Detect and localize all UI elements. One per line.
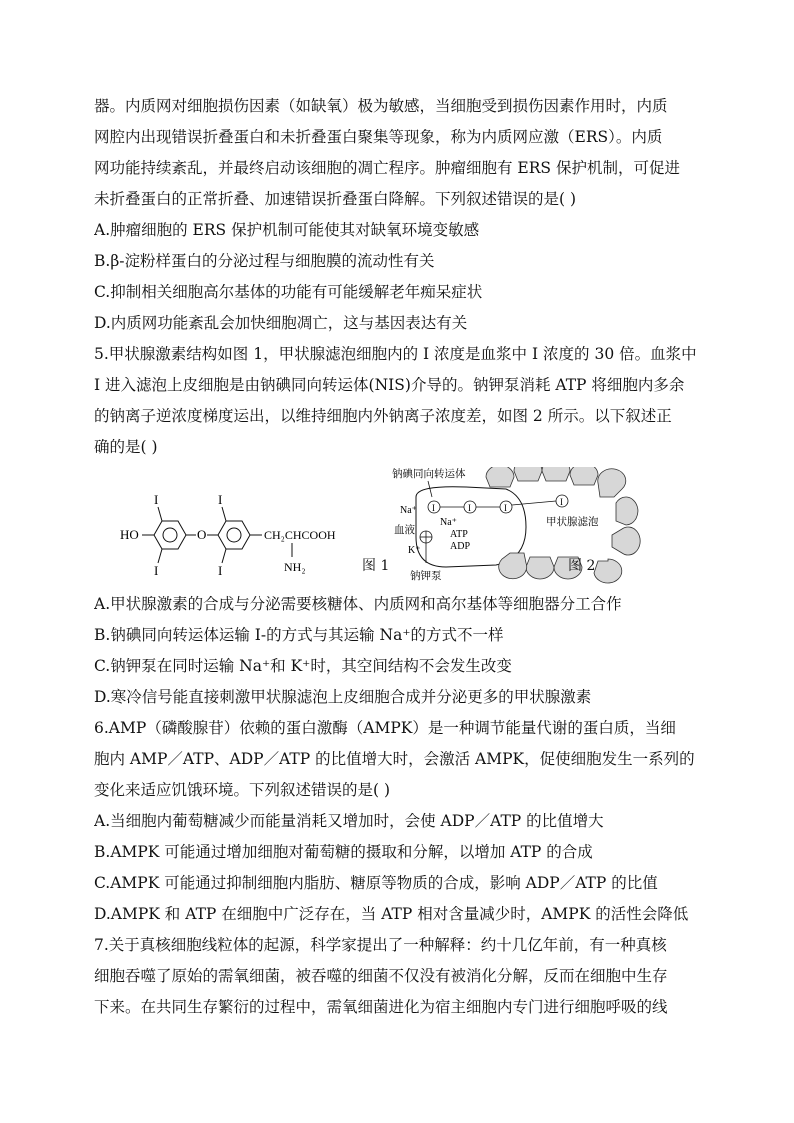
ho-label: HO [120, 527, 139, 542]
figure-2-caption: 图 2 [568, 558, 596, 574]
option-b: B.钠碘同向转运体运输 I-的方式与其运输 Na⁺的方式不一样 [94, 626, 504, 644]
figure-1-caption: 图 1 [362, 558, 390, 574]
iodide-symbol: I [504, 503, 507, 513]
text-line: 6.AMP（磷酸腺苷）依赖的蛋白激酶（AMPK）是一种调节能量代谢的蛋白质，当细 [94, 719, 676, 737]
iodide-symbol: I [468, 503, 471, 513]
nis-label: 钠碘同向转运体 [392, 468, 466, 480]
follicle-label: 甲状腺滤泡 [546, 516, 599, 528]
pump-label: 钠钾泵 [410, 570, 442, 582]
ether-oxygen-label: O [197, 527, 207, 542]
option-c: C.钠钾泵在同时运输 Na⁺和 K⁺时，其空间结构不会发生改变 [94, 657, 512, 675]
option-d: D.内质网功能紊乱会加快细胞凋亡，这与基因表达有关 [94, 314, 468, 332]
option-a: A.肿瘤细胞的 ERS 保护机制可能使其对缺氧环境变敏感 [94, 221, 480, 239]
text-line: 的钠离子逆浓度梯度运出，以维持细胞内外钠离子浓度差，如图 2 所示。以下叙述正 [94, 407, 672, 425]
text-line: 确的是( ) [94, 438, 158, 456]
q6-question [94, 713, 702, 806]
side-chain-label: CH₂CHCOOH [264, 528, 336, 542]
option-a: A.甲状腺激素的合成与分泌需要核糖体、内质网和高尔基体等细胞器分工合作 [94, 595, 622, 613]
q7-question [94, 930, 702, 1023]
iodide-symbol: I [432, 503, 435, 513]
text-line: 5.甲状腺激素结构如图 1，甲状腺滤泡细胞内的 I 浓度是血浆中 I 浓度的 30 倍。血浆中 [94, 345, 697, 363]
adp-label: ADP [450, 541, 471, 552]
text-line: 未折叠蛋白的正常折叠、加速错误折叠蛋白降解。下列叙述错误的是( ) [94, 190, 577, 208]
iodide-symbol: I [560, 497, 563, 507]
text-line: 胞内 AMP／ATP、ADP／ATP 的比值增大时，会激活 AMPK，促使细胞发生一系列的 [94, 750, 695, 768]
q6-options [94, 806, 702, 930]
text-line: 7.关于真核细胞线粒体的起源，科学家提出了一种解释：约十几亿年前，有一种真核 [94, 936, 667, 954]
amine-label: NH₂ [284, 560, 306, 574]
page-content [94, 91, 702, 1023]
option-a: A.当细胞内葡萄糖减少而能量消耗又增加时，会使 ADP／ATP 的比值增大 [94, 812, 604, 830]
plasma-label: 血液 [394, 524, 415, 536]
option-d: D.AMPK 和 ATP 在细胞中广泛存在，当 ATP 相对含量减少时，AMPK 的活性会降低 [94, 905, 689, 923]
iodine-label: I [218, 492, 223, 507]
figure-1-structure [114, 477, 379, 577]
potassium-label: K⁺ [408, 545, 421, 556]
option-b: B.β-淀粉样蛋白的分泌过程与细胞膜的流动性有关 [94, 252, 435, 270]
option-b: B.AMPK 可能通过增加细胞对葡萄糖的摄取和分解，以增加 ATP 的合成 [94, 843, 593, 861]
text-line: I 进入滤泡上皮细胞是由钠碘同向转运体(NIS)介导的。钠钾泵消耗 ATP 将细胞内多余 [94, 376, 685, 394]
q5-options [94, 589, 702, 713]
atp-label: ATP [450, 529, 468, 540]
text-line: 细胞吞噬了原始的需氧细菌，被吞噬的细菌不仅没有被消化分解，反而在细胞中生存 [94, 967, 668, 985]
q5-question [94, 339, 702, 463]
text-line: 变化来适应饥饿环境。下列叙述错误的是( ) [94, 781, 391, 799]
text-line: 网腔内出现错误折叠蛋白和未折叠蛋白聚集等现象，称为内质网应激（ERS）。内质 [94, 128, 663, 146]
figure-row [94, 467, 702, 587]
iodine-label: I [154, 492, 159, 507]
iodine-label: I [154, 563, 159, 577]
iodine-label: I [218, 563, 223, 577]
sodium-label: Na⁺ [400, 505, 417, 516]
option-d: D.寒冷信号能直接刺激甲状腺滤泡上皮细胞合成并分泌更多的甲状腺激素 [94, 688, 592, 706]
sodium-label: Na⁺ [440, 517, 457, 528]
option-c: C.AMPK 可能通过抑制细胞内脂肪、糖原等物质的合成，影响 ADP／ATP 的比值 [94, 874, 658, 892]
figure-2-schematic [386, 467, 706, 585]
option-c: C.抑制相关细胞高尔基体的功能有可能缓解老年痴呆症状 [94, 283, 483, 301]
text-line: 网功能持续紊乱，并最终启动该细胞的凋亡程序。肿瘤细胞有 ERS 保护机制，可促进 [94, 159, 680, 177]
q4-options [94, 215, 702, 339]
q4-paragraph [94, 91, 702, 215]
text-line: 下来。在共同生存繁衍的过程中，需氧细菌进化为宿主细胞内专门进行细胞呼吸的线 [94, 998, 668, 1016]
text-line: 器。内质网对细胞损伤因素（如缺氧）极为敏感，当细胞受到损伤因素作用时，内质 [94, 97, 668, 115]
